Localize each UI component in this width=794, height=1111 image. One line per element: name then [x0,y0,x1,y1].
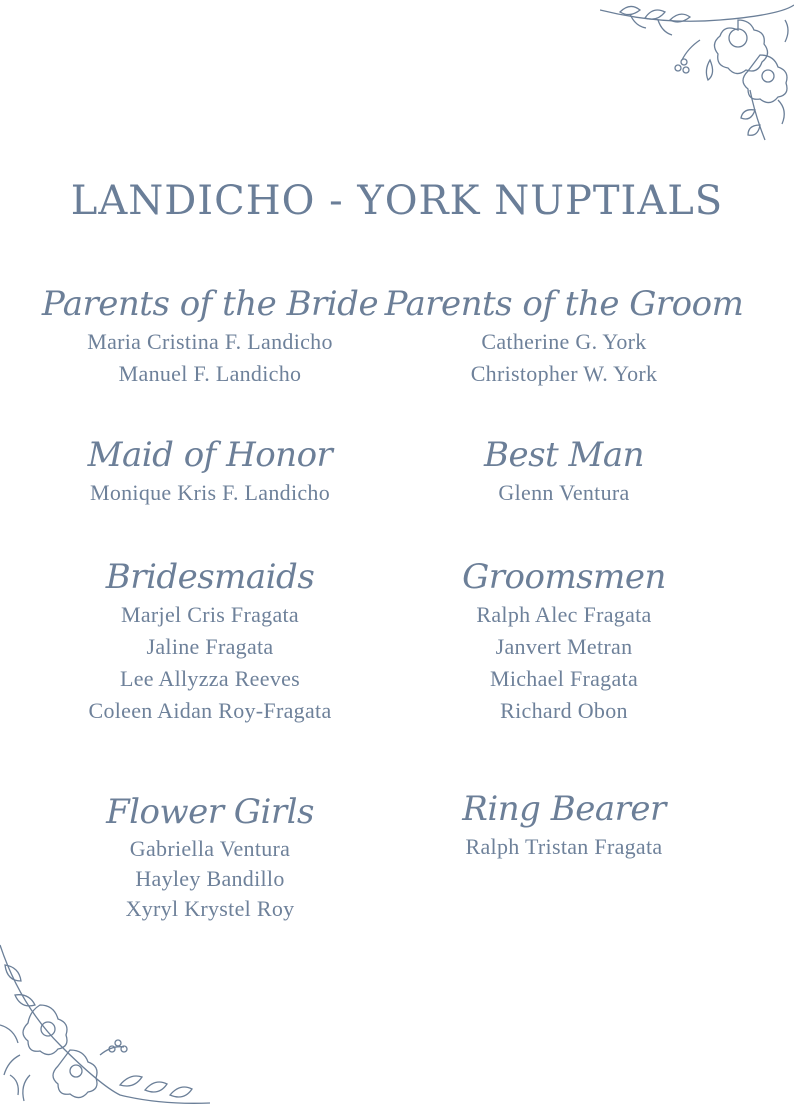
list-item: Xyryl Krystel Roy [125,896,295,921]
list-item: Ralph Tristan Fragata [465,834,663,859]
bridesmaids-section [20,555,400,727]
parents-of-bride-section [20,282,400,390]
flower-girls-section [20,790,400,924]
list-item: Christopher W. York [470,361,658,386]
list-item: Maria Cristina F. Landicho [87,329,333,354]
list-item: Catherine G. York [481,329,647,354]
section-heading: Ring Bearer [462,789,666,829]
page-title: LANDICHO - YORK NUPTIALS [70,178,724,224]
section-heading: Parents of the Bride [41,284,379,324]
section-heading: Parents of the Groom [384,284,744,324]
floral-corner-top-right-icon [600,0,794,150]
list-item: Coleen Aidan Roy-Fragata [88,698,332,723]
section-heading: Flower Girls [106,792,314,832]
list-item: Manuel F. Landicho [118,361,302,386]
list-item: Marjel Cris Fragata [121,602,299,627]
list-item: Jaline Fragata [146,634,274,659]
ring-bearer-section [374,787,754,863]
section-heading: Best Man [483,435,644,475]
section-heading: Bridesmaids [105,557,315,597]
list-item: Richard Obon [500,698,628,723]
section-heading: Maid of Honor [87,435,333,475]
section-heading: Groomsmen [462,557,666,597]
list-item: Lee Allyzza Reeves [119,666,301,691]
maid-of-honor-section [20,433,400,509]
list-item: Ralph Alec Fragata [476,602,652,627]
parents-of-groom-section [374,282,754,390]
list-item: Gabriella Ventura [129,836,291,861]
groomsmen-section [374,555,754,727]
list-item: Janvert Metran [495,634,633,659]
floral-corner-bottom-left-icon [0,925,210,1111]
list-item: Hayley Bandillo [135,866,285,891]
list-item: Glenn Ventura [498,480,630,505]
list-item: Michael Fragata [489,666,639,691]
list-item: Monique Kris F. Landicho [89,480,331,505]
best-man-section [374,433,754,509]
